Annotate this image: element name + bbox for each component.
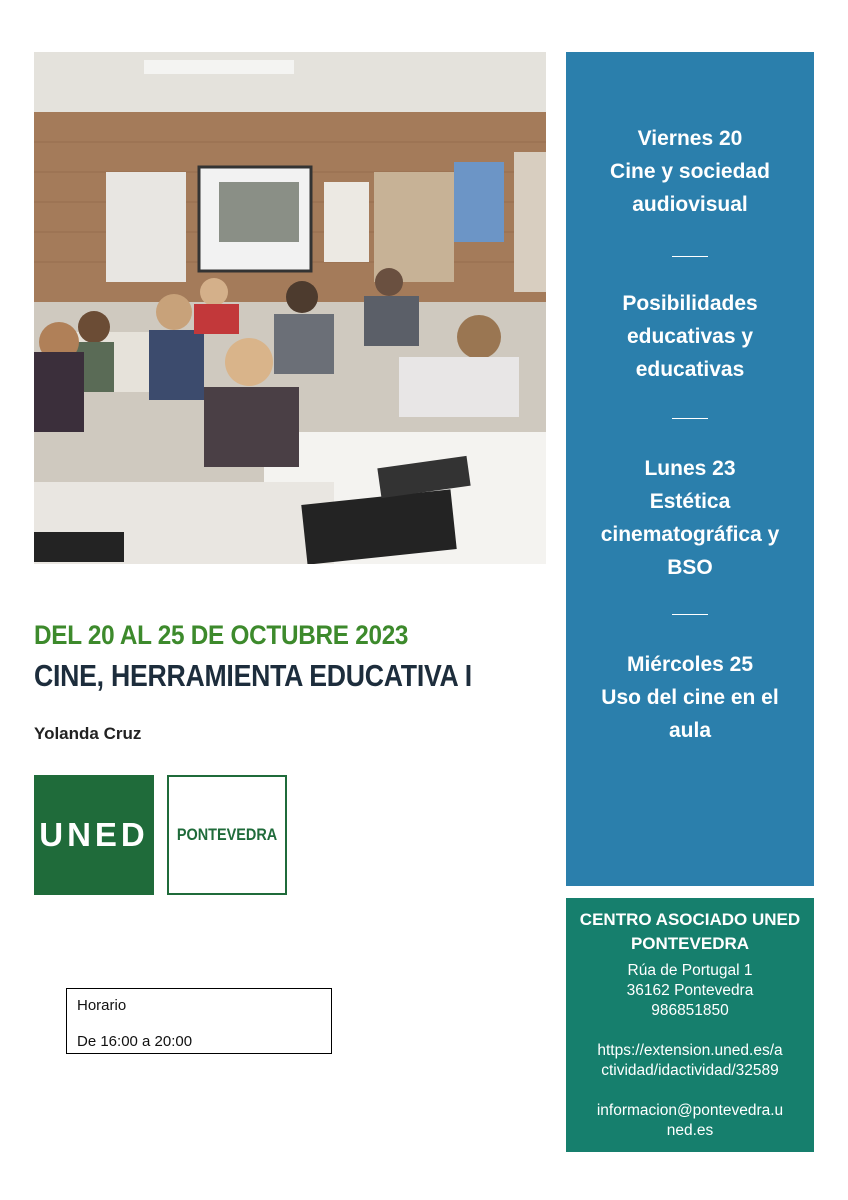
- horario-box: [66, 988, 332, 1054]
- email-line[interactable]: informacion@pontevedra.u: [596, 1102, 784, 1119]
- session-line: aula: [668, 719, 712, 742]
- address-line: Rúa de Portugal 1: [627, 962, 753, 979]
- session-lunes: [566, 452, 814, 584]
- session-line: educativas: [635, 358, 745, 381]
- session-miercoles: [566, 648, 814, 747]
- classroom-illustration: [34, 52, 546, 564]
- center-info-panel: [566, 898, 814, 1152]
- center-address: [566, 961, 814, 1141]
- pontevedra-logo-text: PONTEVEDRA: [176, 825, 278, 844]
- divider: [672, 614, 708, 615]
- url-line[interactable]: ctividad/idactividad/32589: [601, 1062, 779, 1079]
- schedule-panel: [566, 52, 814, 886]
- session-line: Posibilidades: [622, 292, 758, 315]
- center-name-line: PONTEVEDRA: [630, 934, 750, 953]
- session-posibilidades: [566, 287, 814, 386]
- session-line: Uso del cine en el: [601, 686, 779, 709]
- event-title: CINE, HERRAMIENTA EDUCATIVA I: [34, 658, 472, 693]
- session-viernes: [566, 122, 814, 221]
- center-name: [566, 908, 814, 956]
- address-line: 36162 Pontevedra: [626, 982, 754, 999]
- session-line: Viernes 20: [637, 127, 743, 150]
- divider: [672, 256, 708, 257]
- horario-label: Horario: [77, 997, 127, 1014]
- session-line: Cine y sociedad: [610, 160, 770, 183]
- session-line: BSO: [667, 556, 713, 579]
- center-name-line: CENTRO ASOCIADO UNED: [579, 910, 801, 929]
- session-line: Estética: [649, 490, 731, 513]
- event-dates: DEL 20 AL 25 DE OCTUBRE 2023: [34, 620, 409, 650]
- pontevedra-logo: [167, 775, 287, 895]
- session-line: cinematográfica y: [600, 523, 780, 546]
- divider: [672, 418, 708, 419]
- uned-logo: [34, 775, 154, 895]
- session-line: Lunes 23: [644, 457, 736, 480]
- phone: 986851850: [651, 1002, 729, 1019]
- classroom-photo: [34, 52, 546, 564]
- session-line: audiovisual: [632, 193, 748, 216]
- session-line: educativas y: [626, 325, 754, 348]
- url-line[interactable]: https://extension.uned.es/a: [597, 1042, 783, 1059]
- uned-logo-text: UNED: [39, 816, 149, 853]
- author: Yolanda Cruz: [34, 724, 142, 743]
- email-line[interactable]: ned.es: [666, 1122, 714, 1139]
- horario-time: De 16:00 a 20:00: [77, 1033, 193, 1050]
- session-line: Miércoles 25: [626, 653, 754, 676]
